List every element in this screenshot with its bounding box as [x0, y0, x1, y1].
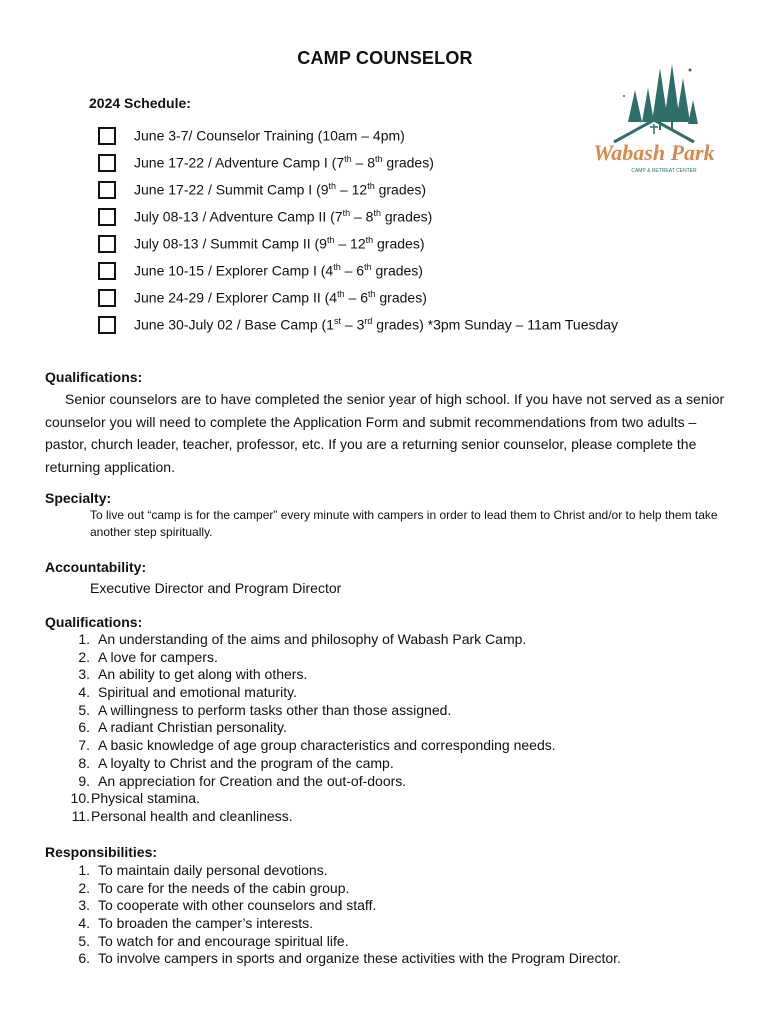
logo-name: Wabash Park — [593, 140, 715, 165]
schedule-item[interactable] — [98, 176, 738, 203]
list-item: 10. Physical stamina. — [70, 790, 200, 807]
checkbox[interactable] — [98, 181, 116, 199]
checkbox[interactable] — [98, 289, 116, 307]
list-item: 7. A basic knowledge of age group characteristics and corresponding needs. — [78, 737, 556, 754]
schedule-item-label: June 17-22 / Summit Camp I (9th – 12th grades) — [134, 181, 427, 198]
list-item: 5. To watch for and encourage spiritual life. — [78, 932, 349, 949]
page-title: CAMP COUNSELOR — [297, 48, 473, 68]
schedule-item-label: June 30-July 02 / Base Camp (1st – 3rd grades) *3pm Sunday – 11am Tuesday — [134, 316, 619, 333]
list-item: 4. Spiritual and emotional maturity. — [78, 684, 297, 701]
responsibilities-heading: Responsibilities: — [45, 844, 158, 860]
list-item: 8. A loyalty to Christ and the program of the camp. — [78, 754, 394, 771]
schedule-item-label: July 08-13 / Summit Camp II (9th – 12th grades) — [134, 235, 425, 252]
cross-icon — [650, 124, 658, 134]
schedule-item[interactable] — [98, 203, 738, 230]
specialty-text: To live out “camp is for the camper” every minute with campers in order to lead them to Christ and/or to help them take another step spiritually. — [90, 508, 718, 539]
list-item: 4. To broaden the camper’s interests. — [78, 915, 314, 932]
checkbox[interactable] — [98, 316, 116, 334]
list-item: 1. An understanding of the aims and philosophy of Wabash Park Camp. — [78, 631, 527, 647]
schedule-item[interactable] — [98, 284, 738, 311]
qualifications-list — [45, 631, 745, 826]
schedule-item[interactable] — [98, 230, 738, 257]
logo-subtitle: CAMP & RETREAT CENTER — [631, 168, 697, 174]
schedule-item[interactable] — [98, 257, 738, 284]
checkbox[interactable] — [98, 235, 116, 253]
list-item: 11. Personal health and cleanliness. — [71, 807, 293, 824]
schedule-item-label: June 17-22 / Adventure Camp I (7th – 8th grades) — [134, 154, 434, 171]
list-item: 3. To cooperate with other counselors and staff. — [78, 897, 377, 914]
schedule-item-label: June 24-29 / Explorer Camp II (4th – 6th grades) — [134, 289, 427, 306]
schedule-item-label: July 08-13 / Adventure Camp II (7th – 8th grades) — [134, 208, 433, 225]
schedule-item[interactable] — [98, 311, 738, 338]
specialty-heading: Specialty: — [45, 490, 112, 506]
responsibilities-list — [45, 862, 745, 968]
schedule-item-label: June 10-15 / Explorer Camp I (4th – 6th grades) — [134, 262, 423, 279]
list-item: 5. A willingness to perform tasks other than those assigned. — [78, 701, 452, 718]
checkbox[interactable] — [98, 208, 116, 226]
wabash-park-logo — [584, 60, 724, 178]
qualifications-intro-heading: Qualifications: — [45, 369, 143, 385]
list-item: 1. To maintain daily personal devotions. — [78, 862, 328, 878]
checkbox[interactable] — [98, 262, 116, 280]
pine-trees-icon — [628, 64, 698, 130]
schedule-item-label: June 3-7/ Counselor Training (10am – 4pm) — [134, 127, 405, 144]
checkbox[interactable] — [98, 127, 116, 145]
accountability-heading: Accountability: — [45, 559, 147, 575]
qualifications-intro-text: Senior counselors are to have completed the senior year of high school. If you have not served as a senior counselor you will need to complete the Application Form and submit recommendations from two adults – pastor, church leader, teacher, professor, etc. If you are a returning senior counselor, please complete the returning application. — [45, 391, 725, 475]
list-item: 3. An ability to get along with others. — [78, 666, 308, 683]
list-item: 2. A love for campers. — [78, 648, 218, 665]
checkbox[interactable] — [98, 154, 116, 172]
list-item: 9. An appreciation for Creation and the out-of-doors. — [78, 772, 407, 789]
accountability-text: Executive Director and Program Director — [90, 580, 342, 596]
list-item: 6. To involve campers in sports and organize these activities with the Program Director. — [78, 950, 621, 967]
list-item: 6. A radiant Christian personality. — [78, 719, 287, 736]
qualifications-heading: Qualifications: — [45, 614, 143, 630]
list-item: 2. To care for the needs of the cabin group. — [78, 879, 350, 896]
schedule-heading: 2024 Schedule: — [89, 95, 191, 111]
